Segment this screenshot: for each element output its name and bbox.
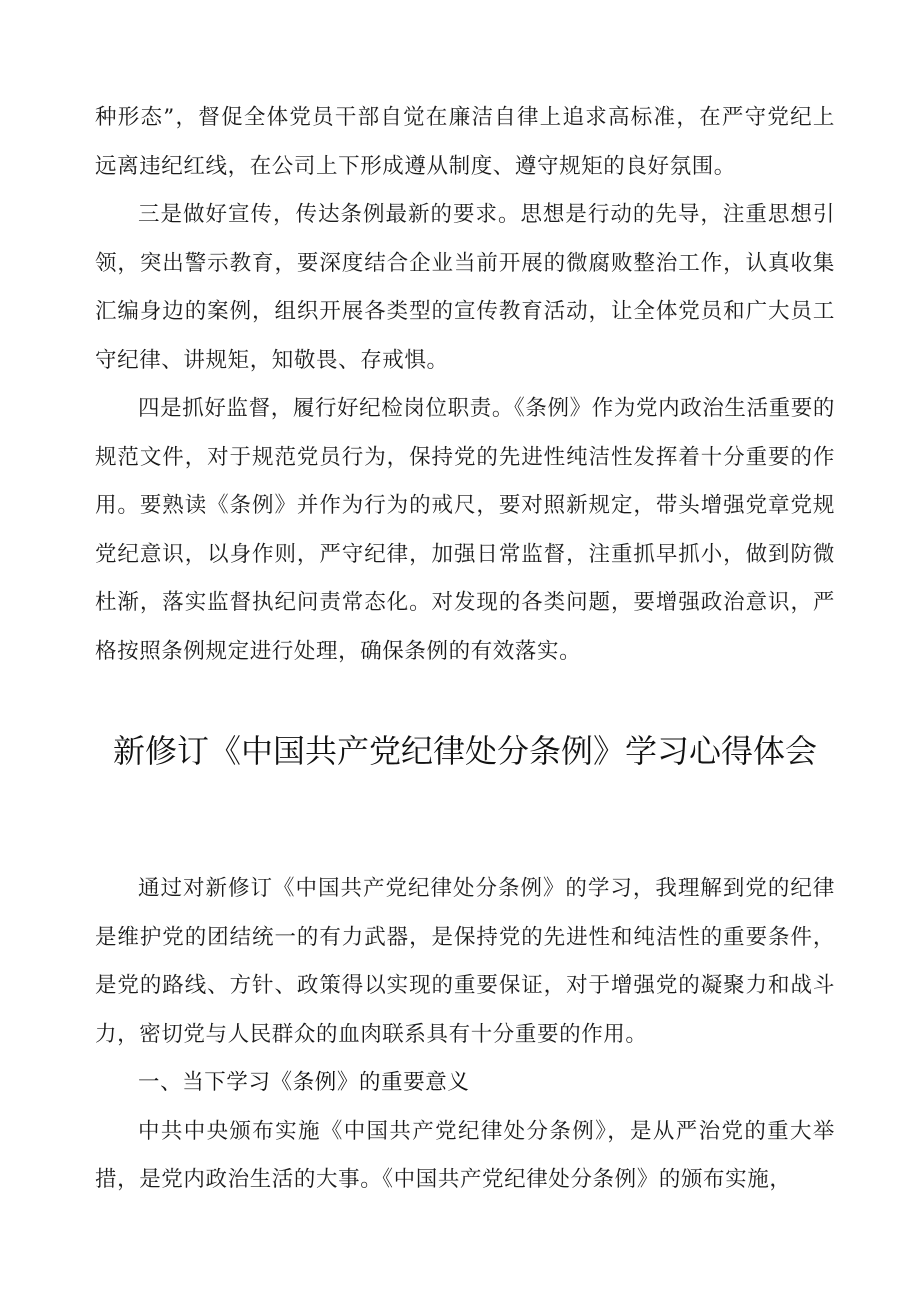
article-body <box>95 865 835 1205</box>
section-heading-1: 一、当下学习《条例》的重要意义 <box>138 1070 470 1095</box>
paragraph-continuation: 种形态”，督促全体党员干部自觉在廉洁自律上追求高标准，在严守党纪上远离违纪红线，在公司上下形成遵从制度、遵守规矩的良好氛围。 <box>95 105 835 179</box>
paragraph-significance: 中共中央颁布实施《中国共产党纪律处分条例》，是从严治党的重大举措，是党内政治生活的大事。《中国共产党纪律处分条例》的颁布实施， <box>95 1118 835 1192</box>
paragraph-propaganda: 三是做好宣传，传达条例最新的要求。思想是行动的先导，注重思想引领，突出警示教育，要深度结合企业当前开展的微腐败整治工作，认真收集汇编身边的案例，组织开展各类型的宣传教育活动，让全体党员和广大员工守纪律、讲规矩，知敬畏、存戒惧。 <box>95 202 835 373</box>
article-title: 新修订《中国共产党纪律处分条例》学习心得体会 <box>112 732 817 770</box>
top-section <box>95 94 835 676</box>
paragraph-intro: 通过对新修订《中国共产党纪律处分条例》的学习，我理解到党的纪律是维护党的团结统一的有力武器，是保持党的先进性和纯洁性的重要条件，是党的路线、方针、政策得以实现的重要保证，对于增强党的凝聚力和战斗力，密切党与人民群众的血肉联系具有十分重要的作用。 <box>95 876 835 1047</box>
paragraph-supervision: 四是抓好监督，履行好纪检岗位职责。《条例》作为党内政治生活重要的规范文件，对于规范党员行为，保持党的先进性纯洁性发挥着十分重要的作用。要熟读《条例》并作为行为的戒尺，要对照新规定，带头增强党章党规党纪意识，以身作则，严守纪律，加强日常监督，注重抓早抓小，做到防微杜渐，落实监督执纪问责常态化。对发现的各类问题，要增强政治意识，严格按照条例规定进行处理，确保条例的有效落实。 <box>95 396 835 664</box>
